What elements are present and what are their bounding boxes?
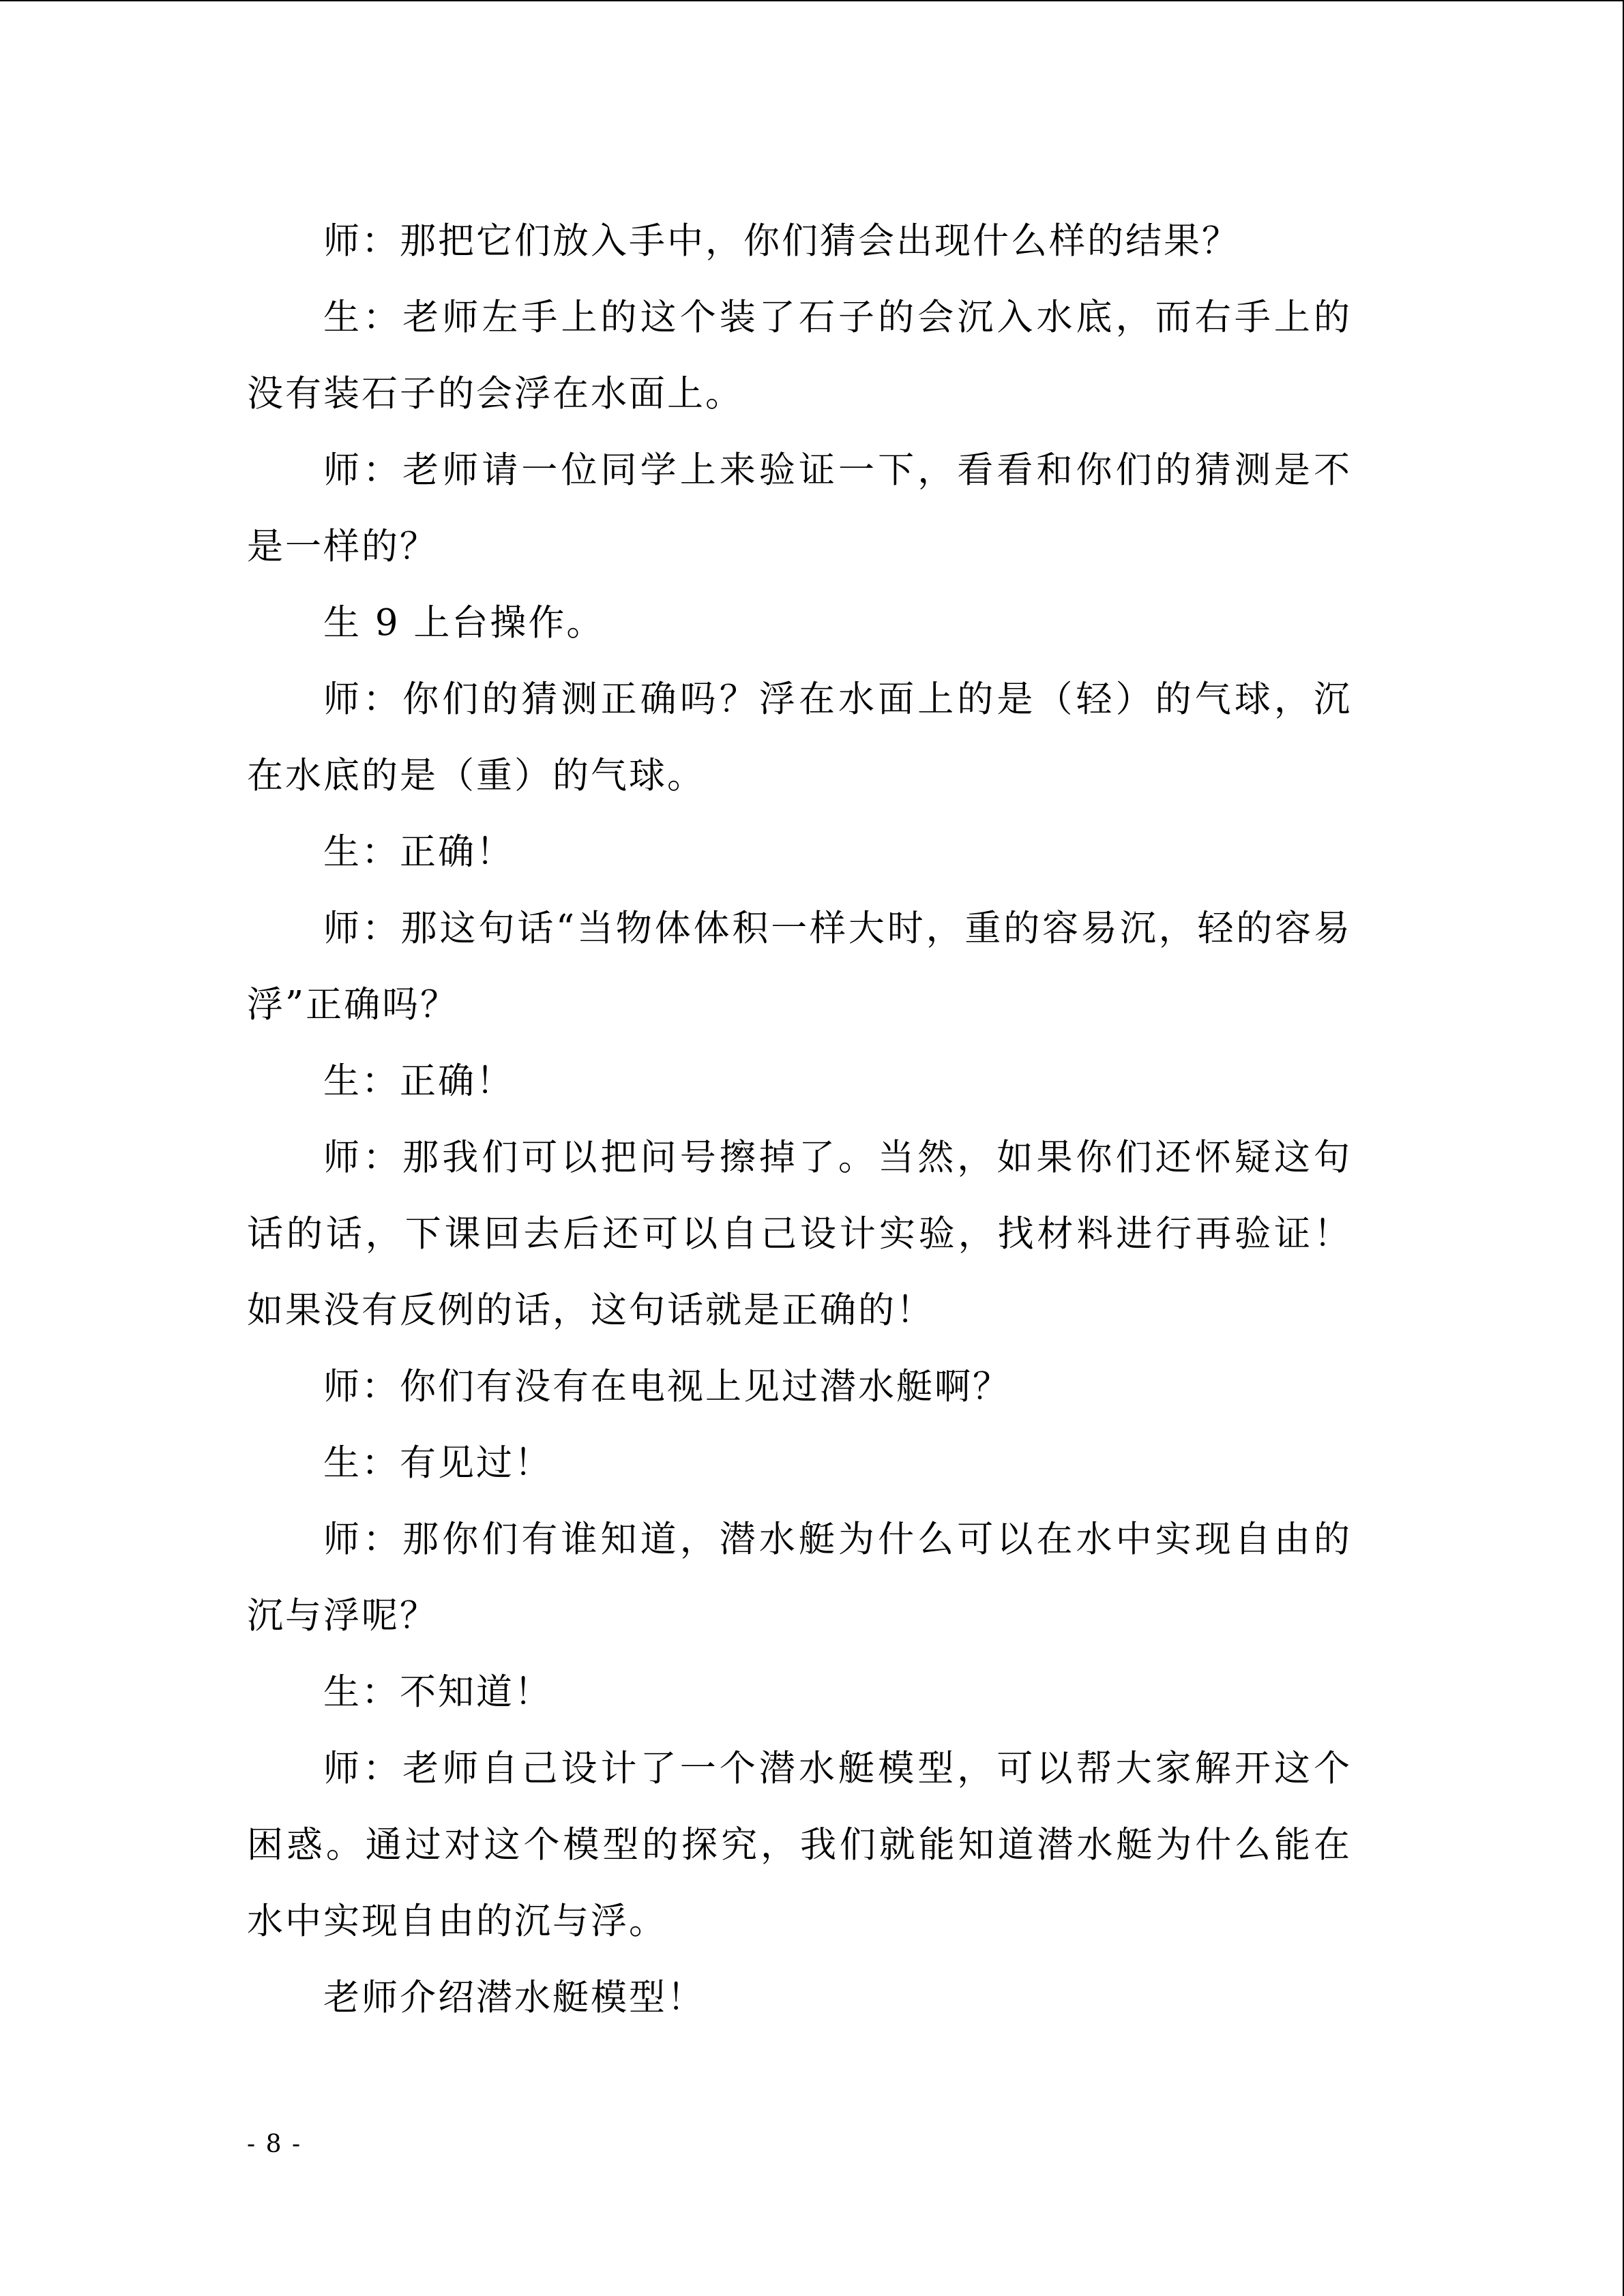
paragraph: 生 9 上台操作。 xyxy=(323,602,605,644)
paragraph: 师：老师自己设计了一个潜水艇模型，可以帮大家解开这个困惑。通过对这个模型的探究，我们就能知道潜水艇为什么能在水中实现自由的沉与浮。 xyxy=(247,1748,1352,1942)
paragraph: 师：那把它们放入手中，你们猜会出现什么样的结果？ xyxy=(323,220,1240,262)
paragraph: 师：那我们可以把问号擦掉了。当然，如果你们还怀疑这句话的话，下课回去后还可以自己设计实验，找材料进行再验证！如果没有反例的话，这句话就是正确的！ xyxy=(247,1137,1352,1331)
paragraph: 生：不知道！ xyxy=(323,1671,552,1713)
paragraph: 生：有见过！ xyxy=(323,1442,552,1484)
paragraph: 师：那你们有谁知道，潜水艇为什么可以在水中实现自由的沉与浮呢？ xyxy=(247,1519,1352,1637)
paragraph: 生：正确！ xyxy=(323,831,514,873)
paragraph: 师：那这句话“当物体体积一样大时，重的容易沉，轻的容易浮”正确吗？ xyxy=(247,908,1352,1026)
paragraph: 师：你们的猜测正确吗？浮在水面上的是（轻）的气球，沉在水底的是（重）的气球。 xyxy=(247,679,1352,796)
paragraph: 师：你们有没有在电视上见过潜水艇啊？ xyxy=(323,1366,1011,1407)
paragraph: 师：老师请一位同学上来验证一下，看看和你们的猜测是不是一样的？ xyxy=(247,449,1352,567)
paragraph: 生：正确！ xyxy=(323,1060,514,1102)
paragraph: 老师介绍潜水艇模型！ xyxy=(323,1977,705,2018)
paragraph: 生：老师左手上的这个装了石子的会沉入水底，而右手上的没有装石子的会浮在水面上。 xyxy=(247,297,1352,415)
page-number: - 8 - xyxy=(247,2130,302,2158)
document-body xyxy=(247,203,1352,2036)
